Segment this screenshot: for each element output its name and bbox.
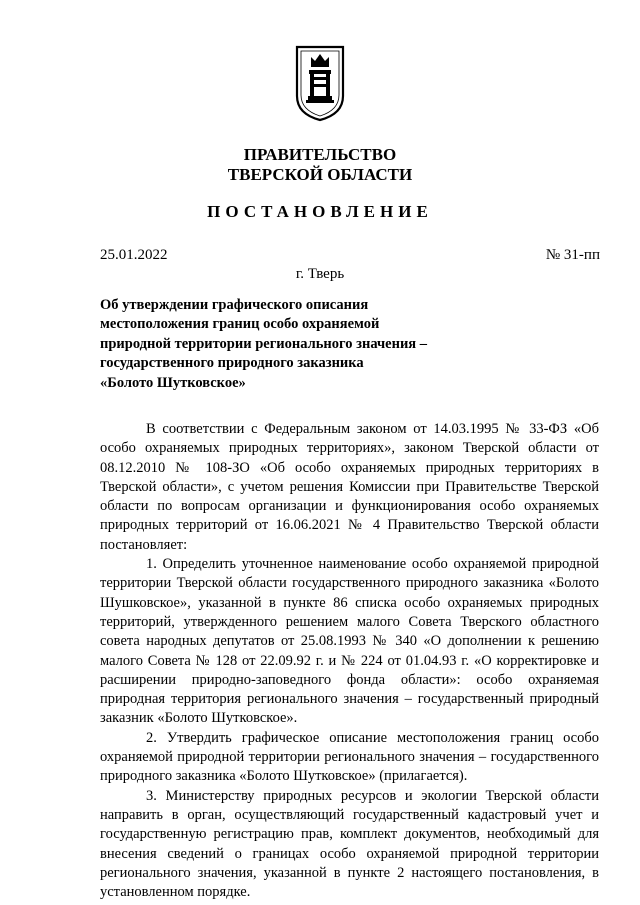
clause-3: 3. Министерству природных ресурсов и экологии Тверской области направить в орган, осуществляющий государственный кадастровый учет и государственную регистрацию прав, комплект документов, необходимый для внесения сведений о границах особо охраняемой природной территории регионального значения, указанной в пункте 2 настоящего постановления, в установленном порядке.: [100, 787, 599, 901]
clause-1: 1. Определить уточненное наименование особо охраняемой природной территории Тверской области государственного природного заказника «Болото Шушковское», указанной в пункте 86 списка особо охраняемых природных территорий, утвержденного решением малого Совета Тверского областного совета народных депутатов от 25.08.1993 № 340 «О дополнении к решению малого Совета № 128 от 22.09.92 г. и № 224 от 01.04.93 г. «О корректировке и расширении природно-заповедного фонда области»: особо охраняемая природная территория регионального значения – государственный природный заказник «Болото Шутковское».: [100, 556, 599, 727]
coat-of-arms-icon: [294, 44, 346, 122]
title-line: природной территории регионального значения –: [100, 335, 428, 352]
document-city: г. Тверь: [295, 266, 345, 282]
government-name-line2: ТВЕРСКОЙ ОБЛАСТИ: [227, 165, 413, 184]
preamble-paragraph: В соответствии с Федеральным законом от 14.03.1995 № 33-ФЗ «Об особо охраняемых природных территориях», законом Тверской области от 08.12.2010 № 108-ЗО «Об особо охраняемых природных территориях в Тверской области», с учетом решения Комиссии при Правительстве Тверской области по вопросам организации и функционирования особо охраняемых природных территорий от 16.06.2021 № 4 Правительство Тверской области постановляет:: [100, 421, 599, 553]
title-line: местоположения границ особо охраняемой: [100, 316, 380, 333]
title-line: Об утверждении графического описания: [100, 297, 369, 313]
document-type: ПОСТАНОВЛЕНИЕ: [207, 202, 433, 221]
document-title: [100, 296, 520, 393]
document-date: 25.01.2022: [100, 247, 168, 263]
title-line: «Болото Шутковское»: [100, 374, 246, 391]
clause-2: 2. Утвердить графическое описание местоположения границ особо охраняемой природной территории регионального значения – государственного природного заказника «Болото Шутковское» (прилагается).: [100, 729, 599, 785]
document-body: [100, 420, 599, 902]
document-number: № 31-пп: [545, 247, 600, 263]
title-line: государственного природного заказника: [100, 355, 364, 372]
government-name-line1: ПРАВИТЕЛЬСТВО: [243, 145, 397, 164]
